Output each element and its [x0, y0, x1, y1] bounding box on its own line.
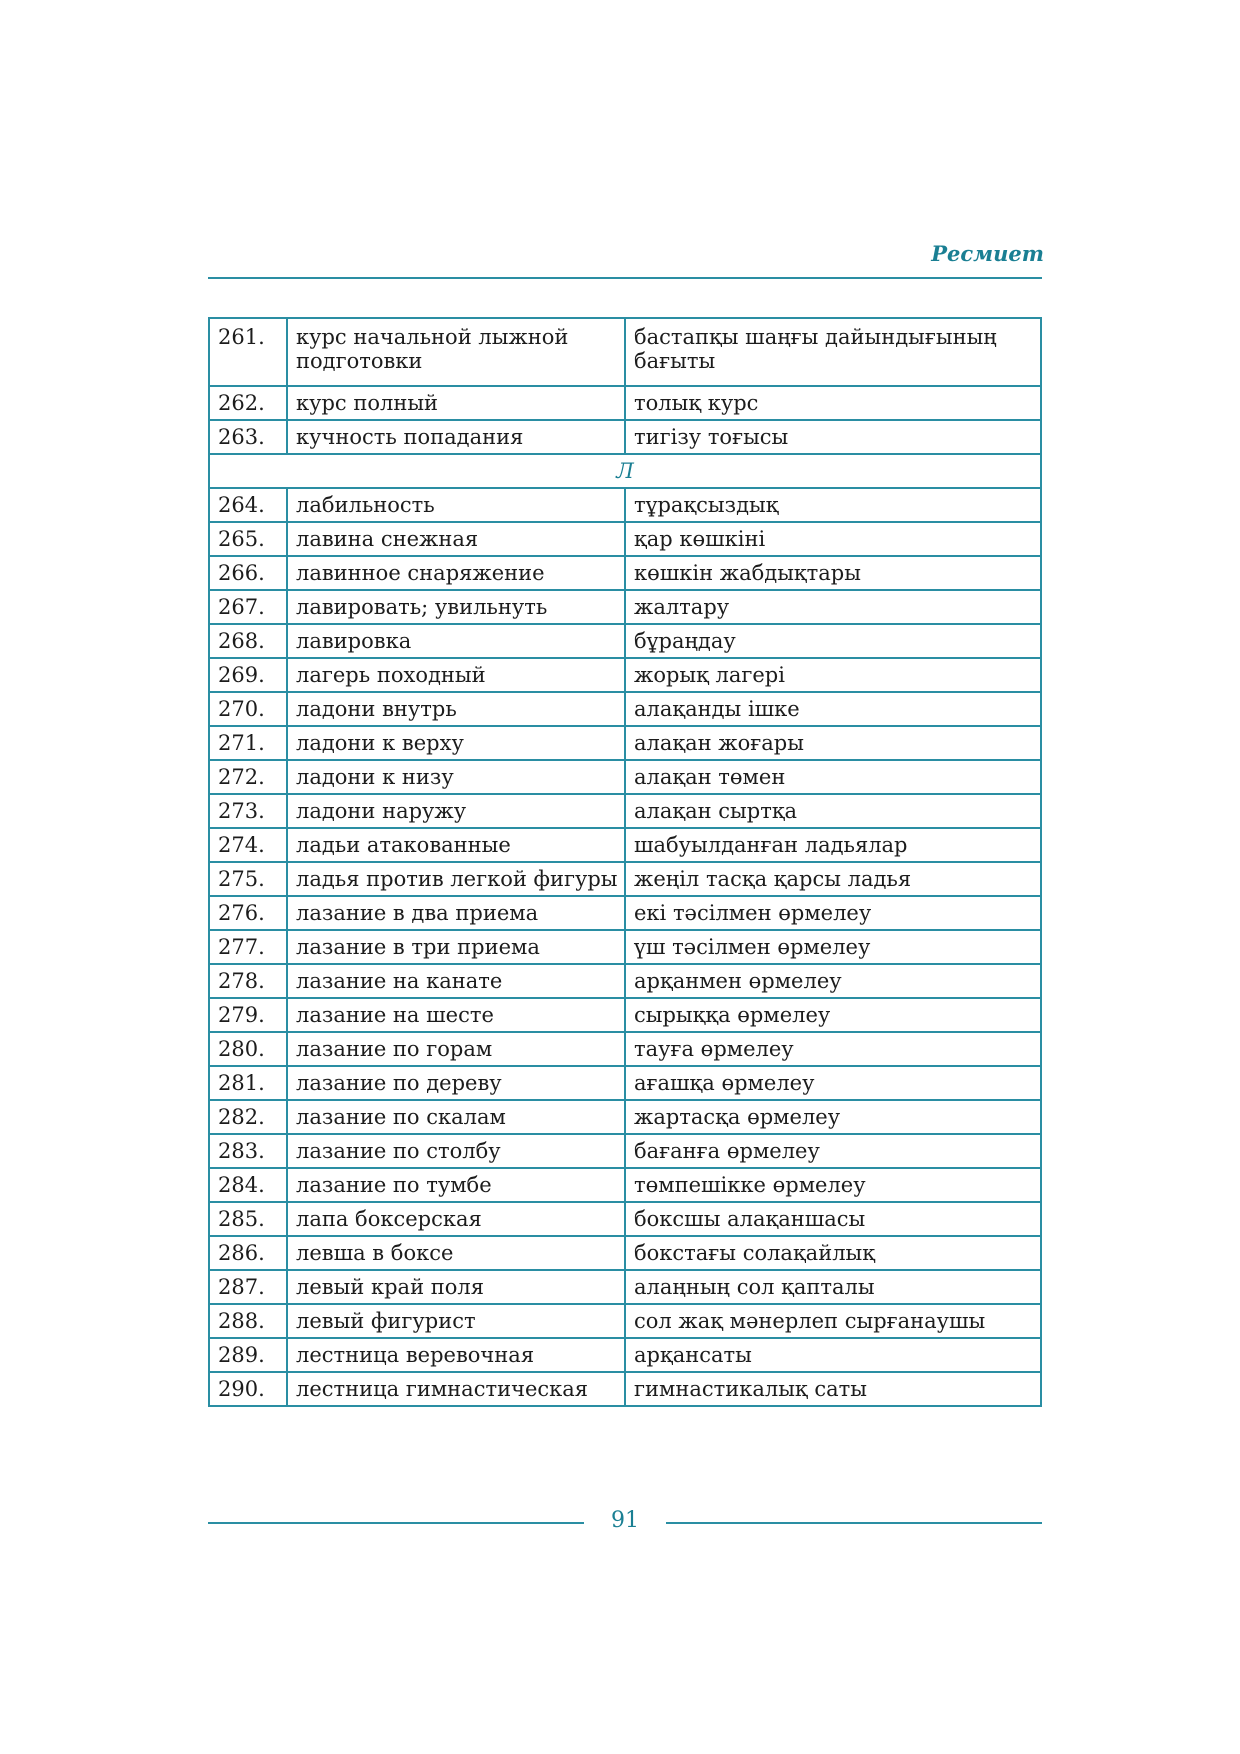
term-number: 281. [209, 1066, 287, 1100]
table-row [209, 1202, 1041, 1236]
table-row [209, 1270, 1041, 1304]
term-number: 278. [209, 964, 287, 998]
table-row [209, 556, 1041, 590]
term-russian: ладьи атакованные [287, 828, 625, 862]
term-number: 261. [209, 318, 287, 386]
term-russian: лазание на канате [287, 964, 625, 998]
term-russian: лавировка [287, 624, 625, 658]
term-kazakh: арқансаты [625, 1338, 1041, 1372]
term-number: 266. [209, 556, 287, 590]
term-kazakh: алақан жоғары [625, 726, 1041, 760]
term-russian: лазание по столбу [287, 1134, 625, 1168]
footer-divider-left [208, 1522, 584, 1524]
term-russian: ладони внутрь [287, 692, 625, 726]
table-row [209, 590, 1041, 624]
table-row [209, 794, 1041, 828]
term-number: 271. [209, 726, 287, 760]
term-number: 269. [209, 658, 287, 692]
term-kazakh: бұраңдау [625, 624, 1041, 658]
term-kazakh: төмпешікке өрмелеу [625, 1168, 1041, 1202]
table-row [209, 726, 1041, 760]
term-kazakh: тигізу тоғысы [625, 420, 1041, 454]
term-number: 262. [209, 386, 287, 420]
term-number: 279. [209, 998, 287, 1032]
term-kazakh: алақан төмен [625, 760, 1041, 794]
term-number: 282. [209, 1100, 287, 1134]
table-row [209, 1100, 1041, 1134]
term-number: 287. [209, 1270, 287, 1304]
term-kazakh: сырыққа өрмелеу [625, 998, 1041, 1032]
term-russian: ладони к верху [287, 726, 625, 760]
term-russian: ладони наружу [287, 794, 625, 828]
term-number: 263. [209, 420, 287, 454]
footer-divider-right [666, 1522, 1042, 1524]
table-row [209, 998, 1041, 1032]
table-row [209, 624, 1041, 658]
term-number: 268. [209, 624, 287, 658]
term-number: 277. [209, 930, 287, 964]
term-kazakh: екі тәсілмен өрмелеу [625, 896, 1041, 930]
term-russian: кучность попадания [287, 420, 625, 454]
term-kazakh: алаңның сол қапталы [625, 1270, 1041, 1304]
table-row [209, 896, 1041, 930]
term-kazakh: жалтару [625, 590, 1041, 624]
table-row [209, 1236, 1041, 1270]
term-number: 276. [209, 896, 287, 930]
term-russian: курс полный [287, 386, 625, 420]
term-kazakh: тұрақсыздық [625, 488, 1041, 522]
term-kazakh: бастапқы шаңғы дайындығының бағыты [625, 318, 1041, 386]
section-heading-group [209, 454, 1041, 488]
term-russian: лазание в три приема [287, 930, 625, 964]
term-kazakh: сол жақ мәнерлеп сырғанаушы [625, 1304, 1041, 1338]
section-letter: Л [209, 454, 1041, 488]
table-row [209, 828, 1041, 862]
term-kazakh: гимнастикалық саты [625, 1372, 1041, 1406]
table-row [209, 1168, 1041, 1202]
table-row [209, 692, 1041, 726]
term-russian: лавировать; увильнуть [287, 590, 625, 624]
table-row [209, 964, 1041, 998]
term-kazakh: жартасқа өрмелеу [625, 1100, 1041, 1134]
glossary-group-k [209, 318, 1041, 454]
table-row [209, 386, 1041, 420]
term-number: 284. [209, 1168, 287, 1202]
term-russian: лазание по горам [287, 1032, 625, 1066]
table-row [209, 420, 1041, 454]
table-row [209, 488, 1041, 522]
term-kazakh: алақан сыртқа [625, 794, 1041, 828]
term-number: 275. [209, 862, 287, 896]
term-kazakh: толық курс [625, 386, 1041, 420]
term-number: 285. [209, 1202, 287, 1236]
term-russian: лабильность [287, 488, 625, 522]
section-heading-row [209, 454, 1041, 488]
term-number: 265. [209, 522, 287, 556]
term-russian: лестница веревочная [287, 1338, 625, 1372]
term-number: 272. [209, 760, 287, 794]
table-row [209, 1372, 1041, 1406]
term-russian: лавинное снаряжение [287, 556, 625, 590]
term-number: 274. [209, 828, 287, 862]
term-number: 270. [209, 692, 287, 726]
term-russian: лазание по скалам [287, 1100, 625, 1134]
term-number: 283. [209, 1134, 287, 1168]
term-russian: лапа боксерская [287, 1202, 625, 1236]
term-russian: левша в боксе [287, 1236, 625, 1270]
term-kazakh: үш тәсілмен өрмелеу [625, 930, 1041, 964]
table-row [209, 1338, 1041, 1372]
term-kazakh: арқанмен өрмелеу [625, 964, 1041, 998]
term-number: 290. [209, 1372, 287, 1406]
term-kazakh: қар көшкіні [625, 522, 1041, 556]
term-russian: лазание по дереву [287, 1066, 625, 1100]
table-row [209, 1032, 1041, 1066]
table-row [209, 1134, 1041, 1168]
term-kazakh: көшкін жабдықтары [625, 556, 1041, 590]
table-row [209, 760, 1041, 794]
term-number: 280. [209, 1032, 287, 1066]
glossary-group-l [209, 488, 1041, 1406]
term-kazakh: жеңіл тасқа қарсы ладья [625, 862, 1041, 896]
term-kazakh: тауға өрмелеу [625, 1032, 1041, 1066]
term-kazakh: бағанға өрмелеу [625, 1134, 1041, 1168]
term-russian: левый край поля [287, 1270, 625, 1304]
term-russian: лестница гимнастическая [287, 1372, 625, 1406]
term-kazakh: алақанды ішке [625, 692, 1041, 726]
table-row [209, 658, 1041, 692]
term-russian: ладья против легкой фигуры [287, 862, 625, 896]
term-kazakh: боксшы алақаншасы [625, 1202, 1041, 1236]
table-row [209, 318, 1041, 386]
glossary-table [208, 317, 1042, 1407]
term-number: 273. [209, 794, 287, 828]
term-kazakh: ағашқа өрмелеу [625, 1066, 1041, 1100]
term-russian: лазание в два приема [287, 896, 625, 930]
term-kazakh: шабуылданған ладьялар [625, 828, 1041, 862]
term-number: 289. [209, 1338, 287, 1372]
term-russian: лазание по тумбе [287, 1168, 625, 1202]
table-row [209, 1066, 1041, 1100]
term-russian: лагерь походный [287, 658, 625, 692]
term-number: 267. [209, 590, 287, 624]
term-russian: лавина снежная [287, 522, 625, 556]
term-number: 264. [209, 488, 287, 522]
term-number: 286. [209, 1236, 287, 1270]
term-russian: лазание на шесте [287, 998, 625, 1032]
term-kazakh: бокстағы солақайлық [625, 1236, 1041, 1270]
running-header-title: Ресмиет [931, 241, 1044, 266]
page-number: 91 [611, 1508, 639, 1533]
term-number: 288. [209, 1304, 287, 1338]
table-row [209, 1304, 1041, 1338]
header-divider [208, 277, 1042, 279]
term-kazakh: жорық лагері [625, 658, 1041, 692]
table-row [209, 522, 1041, 556]
table-row [209, 862, 1041, 896]
table-row [209, 930, 1041, 964]
term-russian: ладони к низу [287, 760, 625, 794]
term-russian: курс начальной лыжной подготовки [287, 318, 625, 386]
term-russian: левый фигурист [287, 1304, 625, 1338]
